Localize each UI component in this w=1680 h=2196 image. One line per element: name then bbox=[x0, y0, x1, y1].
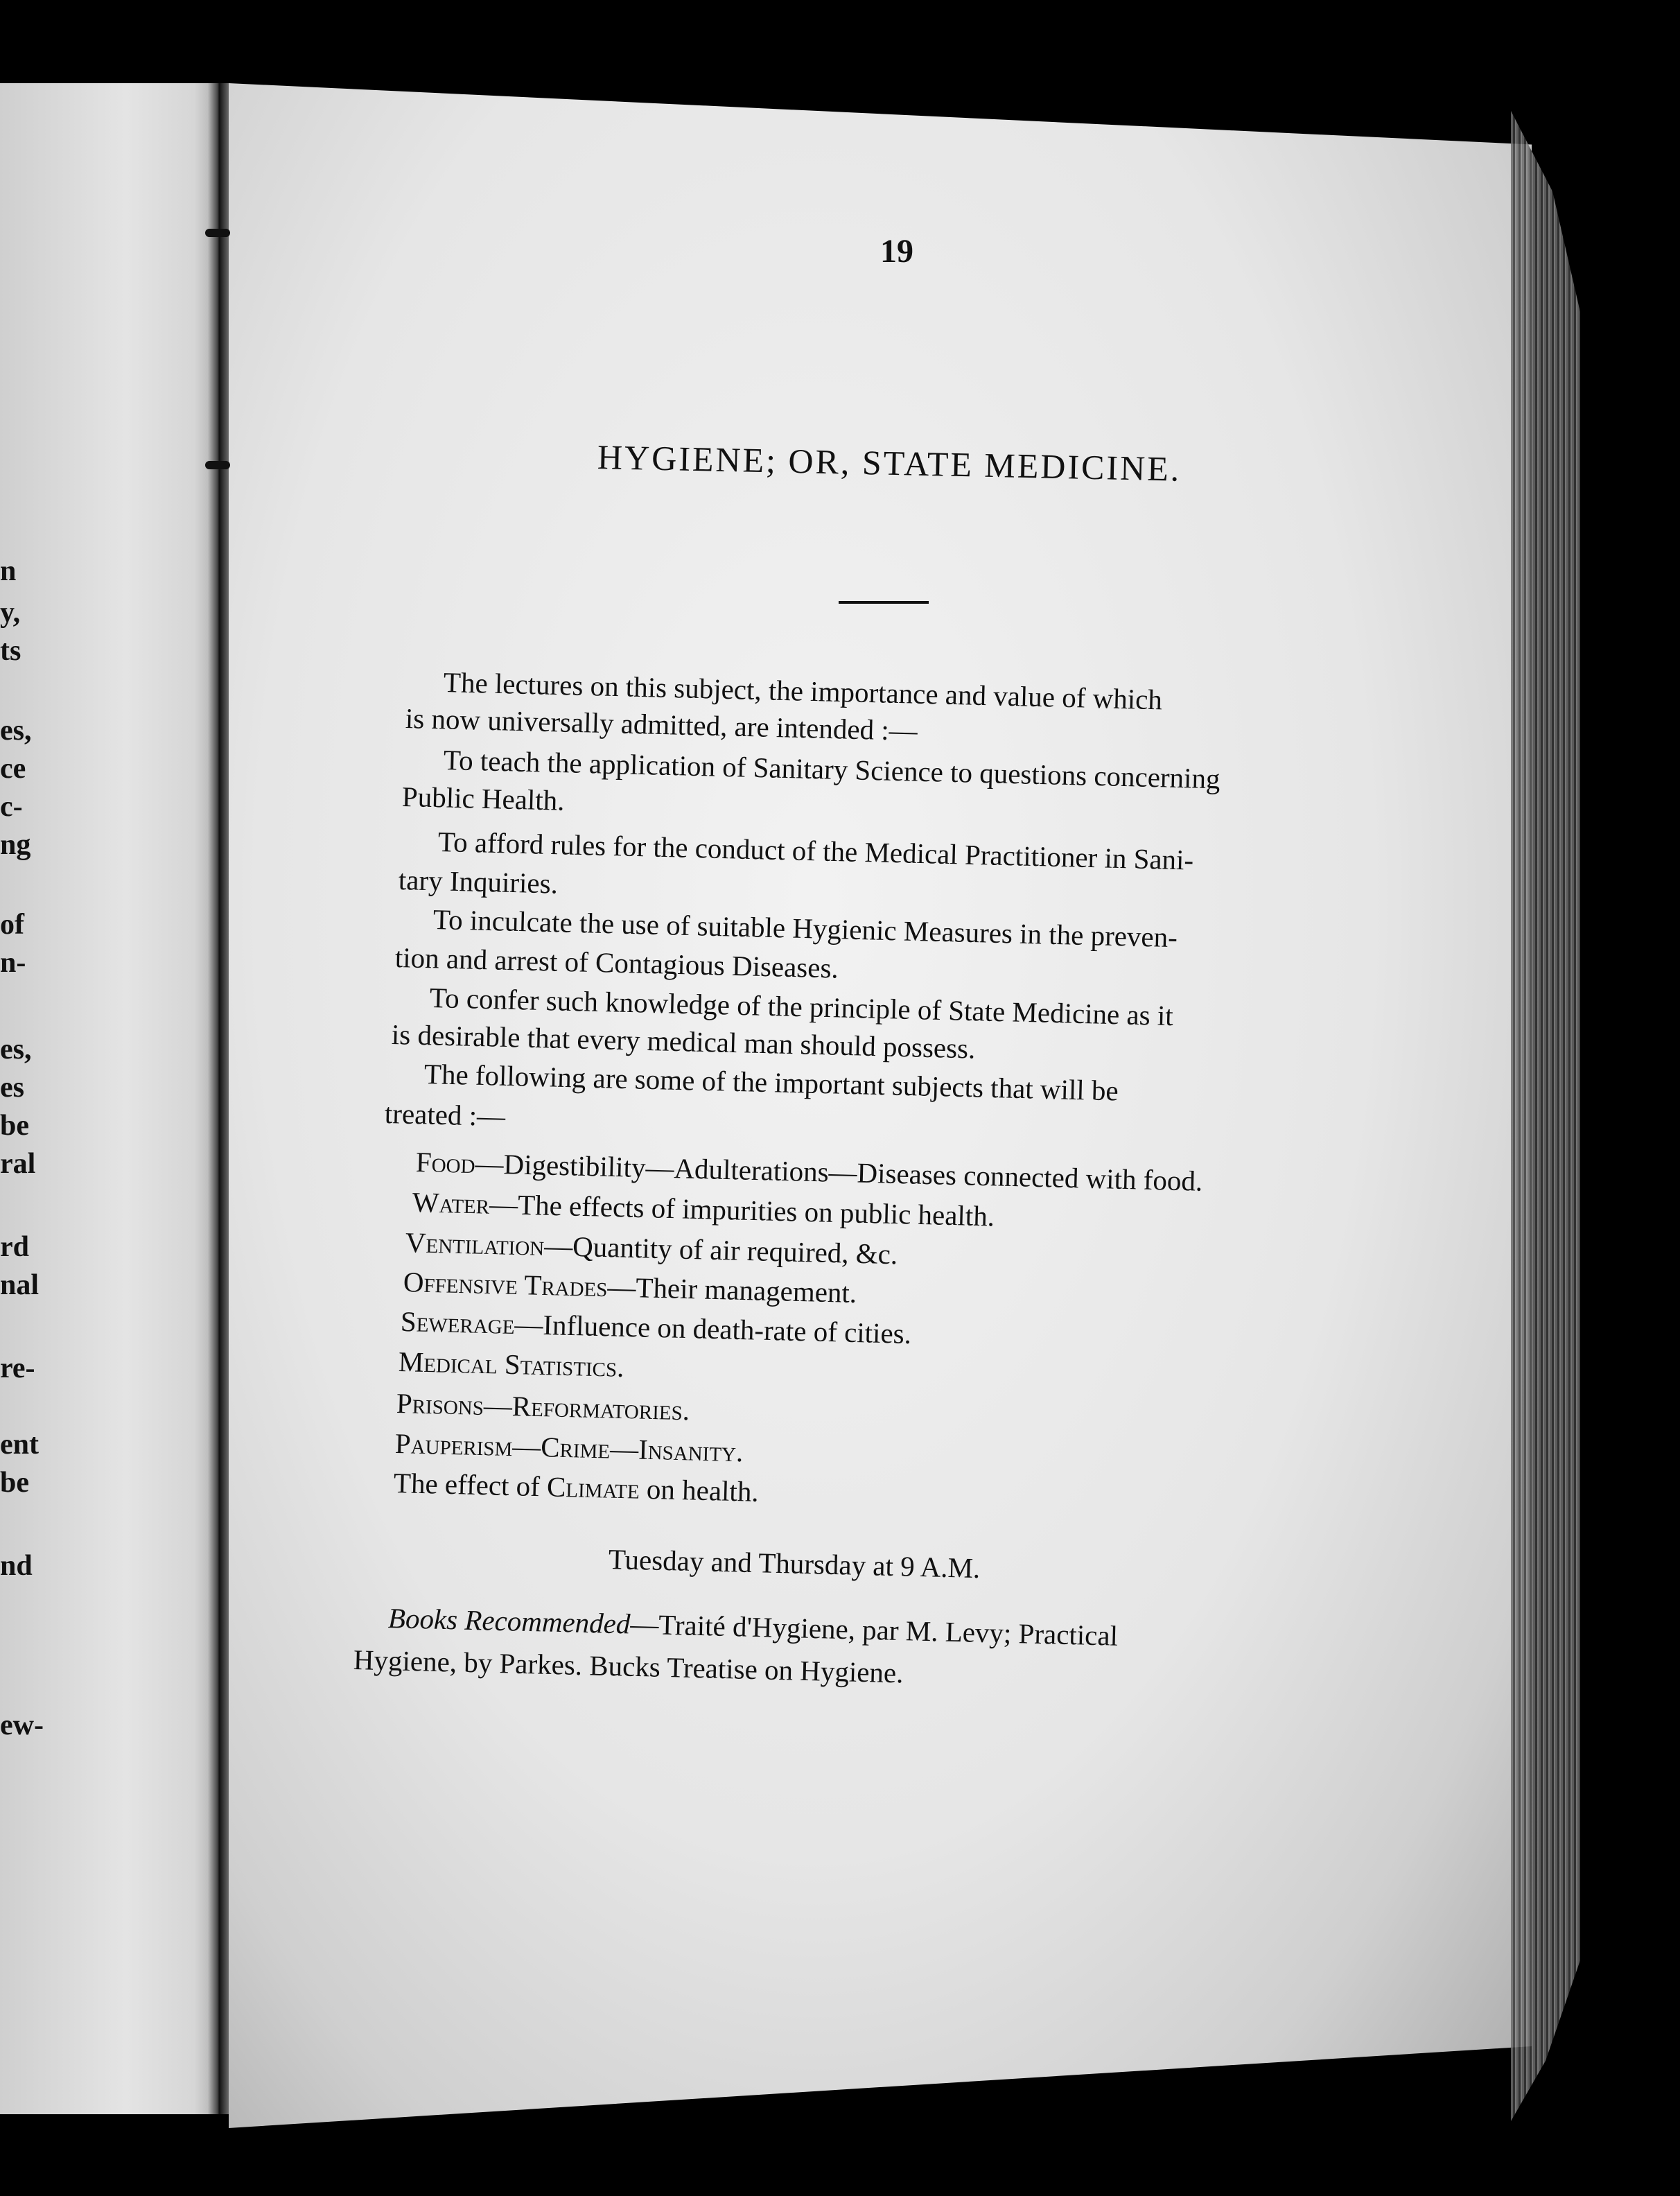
page-number: 19 bbox=[880, 233, 913, 270]
body-line: tion and arrest of Contagious Diseases. bbox=[394, 941, 839, 984]
body-line: tary Inquiries. bbox=[398, 864, 559, 900]
body-line: is now universally admitted, are intended :— bbox=[405, 702, 918, 747]
subject-item bbox=[398, 1345, 624, 1384]
left-fragment: be bbox=[0, 1110, 29, 1142]
left-fragment: ent bbox=[0, 1429, 39, 1461]
subject-rest: —Quantity of air required, &c. bbox=[543, 1229, 898, 1271]
left-fragment: n bbox=[0, 555, 17, 587]
left-fragment: ce bbox=[0, 753, 26, 785]
climate-word: Climate bbox=[546, 1470, 640, 1505]
left-fragment: y, bbox=[0, 597, 21, 629]
page-edges bbox=[1511, 111, 1580, 2121]
left-fragment: ral bbox=[0, 1148, 36, 1180]
climate-pre: The effect of bbox=[393, 1467, 548, 1503]
left-fragment: re- bbox=[0, 1352, 35, 1384]
subject-rest: —Their management. bbox=[606, 1271, 857, 1309]
left-fragment: es, bbox=[0, 1034, 32, 1065]
subject-rest: —Digestibility—Adulterations—Diseases connected with food. bbox=[475, 1147, 1203, 1197]
left-fragment: c- bbox=[0, 791, 23, 823]
subject-lead: Medical Statistics. bbox=[398, 1345, 625, 1383]
subject-lead: Water bbox=[412, 1186, 490, 1220]
title-rule bbox=[839, 601, 929, 604]
left-page bbox=[0, 83, 229, 2114]
books-line-1-rest: —Traité d'Hygiene, par M. Levy; Practical bbox=[629, 1607, 1119, 1652]
left-fragment: ng bbox=[0, 829, 31, 861]
climate-post: on health. bbox=[639, 1472, 760, 1508]
page-title: HYGIENE; OR, STATE MEDICINE. bbox=[597, 437, 1182, 489]
books-label: Books Recommended bbox=[387, 1602, 631, 1640]
body-line: To afford rules for the conduct of the Medical Practitioner in Sani- bbox=[437, 826, 1194, 876]
body-line: is desirable that every medical man should possess. bbox=[391, 1018, 976, 1065]
lecture-schedule: Tuesday and Thursday at 9 A.M. bbox=[608, 1543, 981, 1585]
subject-lead: Offensive Trades bbox=[403, 1266, 609, 1303]
left-fragment: of bbox=[0, 909, 24, 941]
book-gutter bbox=[208, 83, 229, 2114]
body-line: To inculcate the use of suitable Hygienic Measures in the preven- bbox=[432, 903, 1178, 954]
body-line: To teach the application of Sanitary Science to questions concerning bbox=[443, 744, 1221, 795]
left-fragment: rd bbox=[0, 1231, 29, 1263]
binding-stitch bbox=[205, 229, 230, 237]
body-line: treated :— bbox=[384, 1097, 506, 1133]
left-fragment: es, bbox=[0, 715, 32, 747]
subject-lead: Ventilation bbox=[405, 1226, 545, 1262]
left-fragment: n- bbox=[0, 947, 26, 979]
body-line: To confer such knowledge of the principle of State Medicine as it bbox=[429, 982, 1174, 1032]
left-fragment: ts bbox=[0, 635, 21, 667]
body-line: The following are some of the important subjects that will be bbox=[423, 1058, 1119, 1107]
books-line-2: Hygiene, by Parkes. Bucks Treatise on Hygiene. bbox=[353, 1644, 904, 1689]
subject-lead: Pauperism—Crime—Insanity. bbox=[394, 1427, 744, 1468]
body-line: The lectures on this subject, the importance and value of which bbox=[443, 666, 1163, 716]
left-fragment: es bbox=[0, 1072, 24, 1104]
subject-rest: —The effects of impurities on public health. bbox=[489, 1187, 995, 1232]
body-line: Public Health. bbox=[401, 781, 566, 817]
subject-lead: Food bbox=[415, 1146, 476, 1180]
left-fragment: be bbox=[0, 1467, 29, 1499]
subject-rest: —Influence on death-rate of cities. bbox=[514, 1308, 912, 1350]
subject-lead: Prisons—Reformatories. bbox=[396, 1387, 690, 1427]
subject-lead: Sewerage bbox=[400, 1305, 516, 1341]
left-fragment: ew- bbox=[0, 1709, 44, 1741]
binding-stitch bbox=[205, 461, 230, 469]
left-fragment: nd bbox=[0, 1550, 33, 1582]
left-fragment: nal bbox=[0, 1269, 40, 1301]
